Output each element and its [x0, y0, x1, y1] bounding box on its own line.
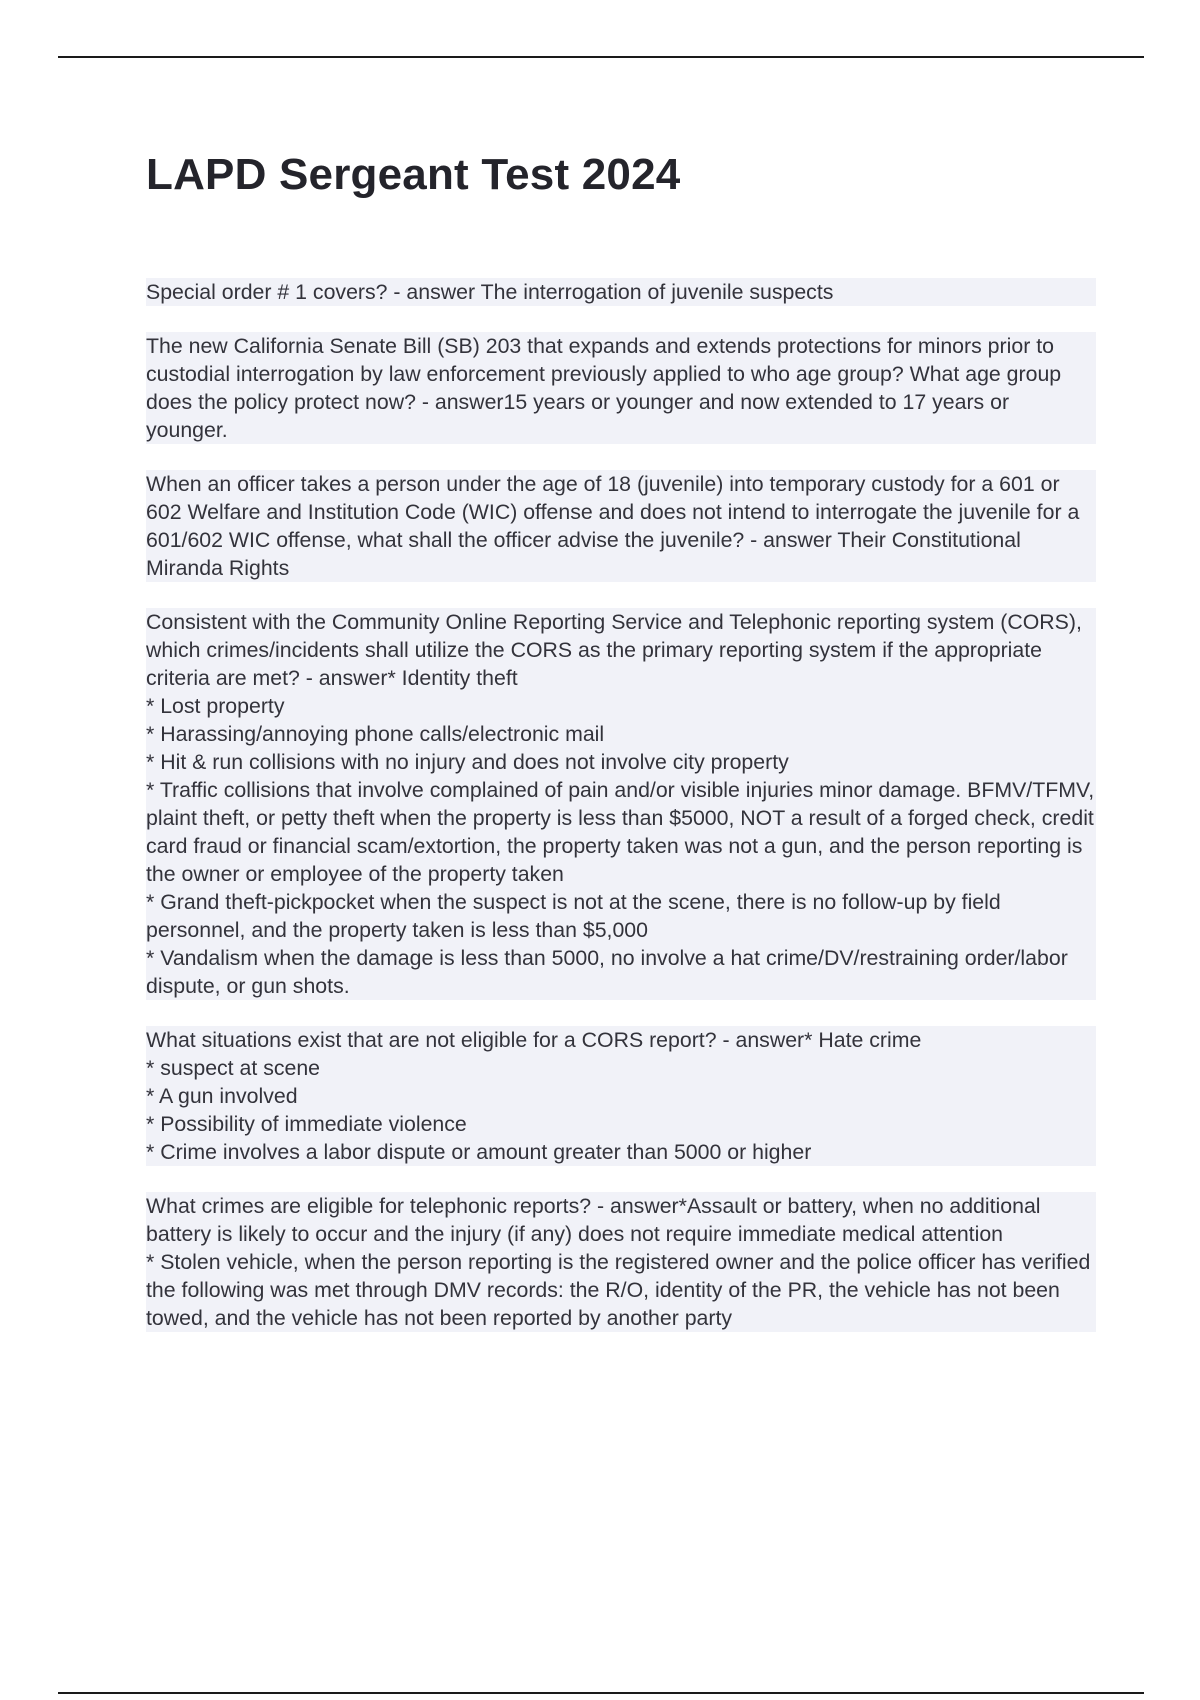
qa-line: * Vandalism when the damage is less than 5000, no involve a hat crime/DV/restraining order/labor dispute, or gun shots. [146, 944, 1096, 1000]
qa-line: * Hit & run collisions with no injury and does not involve city property [146, 748, 1096, 776]
qa-list [146, 278, 1096, 1332]
qa-line: What situations exist that are not eligible for a CORS report? - answer* Hate crime [146, 1026, 1096, 1054]
top-rule [58, 56, 1144, 58]
qa-line: * Grand theft-pickpocket when the suspect is not at the scene, there is no follow-up by field personnel, and the property taken is less than $5,000 [146, 888, 1096, 944]
qa-item [146, 608, 1096, 1000]
bottom-rule [58, 1692, 1144, 1694]
qa-line: * Crime involves a labor dispute or amount greater than 5000 or higher [146, 1138, 1096, 1166]
qa-line: * Lost property [146, 692, 1096, 720]
document-title: LAPD Sergeant Test 2024 [146, 150, 681, 199]
qa-line: * Stolen vehicle, when the person reporting is the registered owner and the police officer has verified the following was met through DMV records: the R/O, identity of the PR, the vehicle has not been towed, and the vehicle has not been reported by another party [146, 1248, 1096, 1332]
qa-item [146, 1192, 1096, 1332]
qa-line: Special order # 1 covers? - answer The interrogation of juvenile suspects [146, 278, 1096, 306]
qa-item [146, 278, 1096, 306]
qa-item [146, 332, 1096, 444]
qa-line: * suspect at scene [146, 1054, 1096, 1082]
qa-line: Consistent with the Community Online Reporting Service and Telephonic reporting system (CORS), which crimes/incidents shall utilize the CORS as the primary reporting system if the appropriate criteria are met? - answer* Identity theft [146, 608, 1096, 692]
qa-item [146, 1026, 1096, 1166]
qa-line: * Possibility of immediate violence [146, 1110, 1096, 1138]
qa-item [146, 470, 1096, 582]
qa-line: When an officer takes a person under the age of 18 (juvenile) into temporary custody for a 601 or 602 Welfare and Institution Code (WIC) offense and does not intend to interrogate the juvenile for a 601/602 WIC offense, what shall the officer advise the juvenile? - answer Their Constitutional Miranda Rights [146, 470, 1096, 582]
qa-line: What crimes are eligible for telephonic reports? - answer*Assault or battery, when no additional battery is likely to occur and the injury (if any) does not require immediate medical attention [146, 1192, 1096, 1248]
document-body [146, 148, 1096, 1358]
qa-line: * Harassing/annoying phone calls/electronic mail [146, 720, 1096, 748]
qa-line: * Traffic collisions that involve complained of pain and/or visible injuries minor damage. BFMV/TFMV, plaint theft, or petty theft when the property is less than $5000, NOT a result of a forged check, credit card fraud or financial scam/extortion, the property taken was not a gun, and the person reporting is the owner or employee of the property taken [146, 778, 1095, 886]
qa-line: * A gun involved [146, 1082, 1096, 1110]
qa-line: The new California Senate Bill (SB) 203 that expands and extends protections for minors prior to custodial interrogation by law enforcement previously applied to who age group? What age group does the policy protect now? - answer15 years or younger and now extended to 17 years or younger. [146, 332, 1096, 444]
